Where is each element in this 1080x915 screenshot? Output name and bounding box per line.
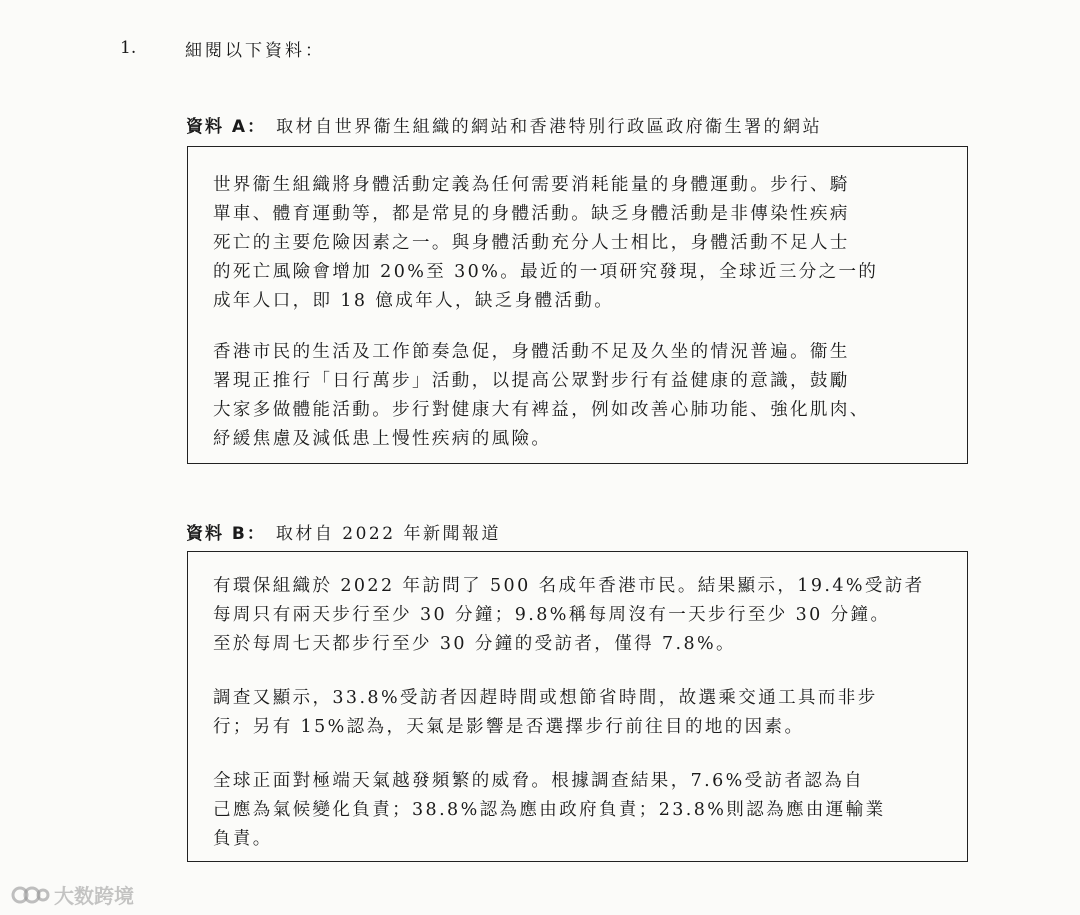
source-b-description: 取材自 2022 年新聞報道 <box>275 524 501 544</box>
source-a-heading <box>186 112 822 137</box>
source-a-paragraph-2 <box>213 338 942 454</box>
text-line: 的死亡風險會增加 20%至 30%。最近的一項研究發現，全球近三分之一的 <box>213 262 879 282</box>
text-line: 成年人口，即 18 億成年人，缺乏身體活動。 <box>213 291 615 311</box>
text-line: 有環保組織於 2022 年訪問了 500 名成年香港市民。結果顯示，19.4%受訪者 <box>213 576 925 596</box>
text-line: 己應為氣候變化負責；38.8%認為應由政府負責；23.8%則認為應由運輸業 <box>213 800 886 820</box>
watermark-logo-icon <box>10 882 50 908</box>
source-a-label: 資料 A： <box>186 117 267 137</box>
source-b-heading <box>186 519 501 544</box>
text-line: 行；另有 15%認為，天氣是影響是否選擇步行前往目的地的因素。 <box>213 717 805 737</box>
text-line: 死亡的主要危險因素之一。與身體活動充分人士相比，身體活動不足人士 <box>213 233 850 253</box>
source-b-paragraph-3 <box>213 767 942 854</box>
question-number: 1. <box>120 38 137 58</box>
watermark <box>10 880 134 909</box>
text-line: 署現正推行「日行萬步」活動，以提高公眾對步行有益健康的意識，鼓勵 <box>213 371 850 391</box>
question-instruction: 細閱以下資料： <box>185 41 325 61</box>
text-line: 負責。 <box>213 829 273 849</box>
source-b-box <box>187 551 968 862</box>
source-b-label: 資料 B： <box>186 524 266 544</box>
text-line: 大家多做體能活動。步行對健康大有裨益，例如改善心肺功能、強化肌肉、 <box>213 400 870 420</box>
text-line: 全球正面對極端天氣越發頻繁的威脅。根據調查結果，7.6%受訪者認為自 <box>213 771 865 791</box>
watermark-text: 大数跨境 <box>54 884 134 908</box>
text-line: 世界衞生組織將身體活動定義為任何需要消耗能量的身體運動。步行、騎 <box>213 175 850 195</box>
source-a-box <box>187 146 968 464</box>
source-b-paragraph-2 <box>213 684 942 742</box>
text-line: 調查又顯示，33.8%受訪者因趕時間或想節省時間，故選乘交通工具而非步 <box>213 688 878 708</box>
source-a-paragraph-1 <box>213 171 942 316</box>
text-line: 單車、體育運動等，都是常見的身體活動。缺乏身體活動是非傳染性疾病 <box>213 204 850 224</box>
text-line: 每周只有兩天步行至少 30 分鐘；9.8%稱每周沒有一天步行至少 30 分鐘。 <box>213 605 891 625</box>
source-a-description: 取材自世界衞生組織的網站和香港特別行政區政府衞生署的網站 <box>276 117 823 137</box>
source-b-paragraph-1 <box>213 572 942 659</box>
text-line: 至於每周七天都步行至少 30 分鐘的受訪者，僅得 7.8%。 <box>213 634 736 654</box>
text-line: 紓緩焦慮及減低患上慢性疾病的風險。 <box>213 429 552 449</box>
text-line: 香港市民的生活及工作節奏急促，身體活動不足及久坐的情況普遍。衞生 <box>213 342 850 362</box>
